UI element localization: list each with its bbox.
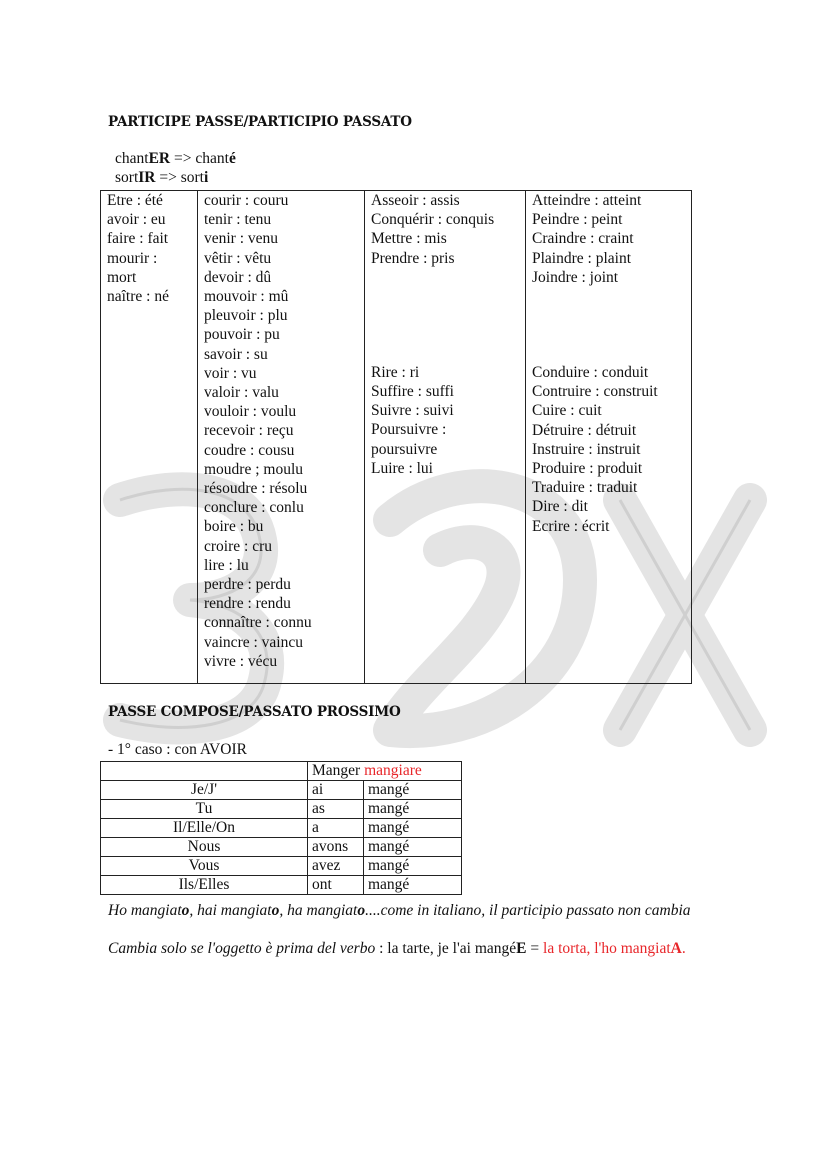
- list-item: pleuvoir : plu: [204, 307, 288, 325]
- note-italian: Ho mangiato, hai mangiato, ha mangiato....come in italiano, il participio passato non cambia: [108, 902, 691, 919]
- list-item: vaincre : vaincu: [204, 633, 303, 651]
- list-item: Dire : dit: [532, 498, 588, 516]
- list-item: mouvoir : mû: [204, 288, 289, 306]
- table-row: [101, 838, 462, 857]
- list-item: Contruire : construit: [532, 383, 658, 401]
- participle-cell: mangé: [364, 838, 462, 857]
- pronoun-cell: Il/Elle/On: [101, 819, 308, 838]
- col-is-i-ending: [365, 191, 526, 684]
- auxiliary-cell: avez: [308, 857, 364, 876]
- participle-cell: mangé: [364, 819, 462, 838]
- list-item: courir : couru: [204, 192, 289, 209]
- table-row: [101, 819, 462, 838]
- list-item: venir : venu: [204, 230, 279, 248]
- list-item: vivre : vécu: [204, 652, 278, 670]
- list-item: coudre : cousu: [204, 441, 295, 459]
- list-item: Prendre : pris: [371, 249, 455, 267]
- list-item: tenir : tenu: [204, 211, 272, 229]
- list-item: avoir : eu: [107, 211, 166, 229]
- list-item: Joindre : joint: [532, 268, 619, 286]
- list-item: voir : vu: [204, 364, 257, 382]
- pronoun-cell: Tu: [101, 800, 308, 819]
- list-item: mort: [107, 268, 137, 286]
- list-item: devoir : dû: [204, 268, 272, 286]
- list-item: boire : bu: [204, 518, 264, 536]
- auxiliary-cell: avons: [308, 838, 364, 857]
- list-item: pouvoir : pu: [204, 326, 280, 344]
- list-item: Mettre : mis: [371, 230, 447, 248]
- list-item: lire : lu: [204, 556, 249, 574]
- col-u-ending: [198, 191, 365, 684]
- section-title-passe-compose: PASSE COMPOSE/PASSATO PROSSIMO: [108, 704, 401, 720]
- list-item: résoudre : résolu: [204, 480, 308, 498]
- list-item: mourir :: [107, 249, 158, 267]
- list-item: Conduire : conduit: [532, 364, 649, 382]
- verb-header: Manger mangiare: [308, 762, 462, 781]
- list-item: Cuire : cuit: [532, 402, 602, 420]
- list-item: croire : cru: [204, 537, 272, 555]
- rule-ir: sortIR => sorti: [115, 169, 209, 186]
- list-item: vouloir : voulu: [204, 403, 297, 421]
- list-item: Atteindre : atteint: [532, 192, 642, 209]
- list-item: moudre ; moulu: [204, 460, 304, 478]
- auxiliary-cell: ont: [308, 876, 364, 895]
- conjugation-table: [100, 761, 462, 895]
- pronoun-cell: Je/J': [101, 781, 308, 800]
- case-label: - 1° caso : con AVOIR: [108, 741, 247, 758]
- list-item: savoir : su: [204, 345, 268, 363]
- table-row: [101, 857, 462, 876]
- auxiliary-cell: a: [308, 819, 364, 838]
- participle-cell: mangé: [364, 857, 462, 876]
- list-item: vêtir : vêtu: [204, 249, 272, 267]
- table-row: [101, 876, 462, 895]
- table-row: [101, 800, 462, 819]
- list-item: Suivre : suivi: [371, 402, 454, 420]
- participle-cell: mangé: [364, 800, 462, 819]
- pronoun-cell: Ils/Elles: [101, 876, 308, 895]
- participle-cell: mangé: [364, 781, 462, 800]
- participle-table: [100, 190, 692, 684]
- auxiliary-cell: as: [308, 800, 364, 819]
- pronoun-cell: Nous: [101, 838, 308, 857]
- list-item: Plaindre : plaint: [532, 249, 632, 267]
- list-item: Conquérir : conquis: [371, 211, 495, 229]
- list-item: Luire : lui: [371, 459, 433, 477]
- table-header-row: [101, 762, 462, 781]
- pronoun-cell: Vous: [101, 857, 308, 876]
- rule-er: chantER => chanté: [115, 150, 236, 167]
- list-item: Asseoir : assis: [371, 192, 460, 209]
- list-item: Etre : été: [107, 192, 163, 209]
- list-item: Craindre : craint: [532, 230, 634, 248]
- list-item: Traduire : traduit: [532, 479, 638, 497]
- list-item: conclure : conlu: [204, 499, 304, 517]
- list-item: Ecrire : écrit: [532, 517, 610, 535]
- col-t-ending: [526, 191, 692, 684]
- note-agreement: Cambia solo se l'oggetto è prima del verbo : la tarte, je l'ai mangéE = la torta, l'ho mangiatA.: [108, 940, 686, 957]
- section-title-participe: PARTICIPE PASSE/PARTICIPIO PASSATO: [108, 114, 412, 130]
- table-row: [101, 781, 462, 800]
- list-item: Produire : produit: [532, 460, 643, 478]
- list-item: naître : né: [107, 288, 169, 306]
- list-item: Peindre : peint: [532, 211, 623, 229]
- list-item: Détruire : détruit: [532, 421, 637, 439]
- auxiliary-cell: ai: [308, 781, 364, 800]
- list-item: faire : fait: [107, 230, 169, 248]
- participle-cell: mangé: [364, 876, 462, 895]
- list-item: poursuivre: [371, 440, 438, 458]
- col-irregular-basic: [101, 191, 198, 684]
- list-item: connaître : connu: [204, 614, 312, 632]
- list-item: Instruire : instruit: [532, 440, 641, 458]
- list-item: Poursuivre :: [371, 421, 447, 439]
- list-item: recevoir : reçu: [204, 422, 294, 440]
- list-item: rendre : rendu: [204, 595, 291, 613]
- list-item: valoir : valu: [204, 384, 279, 402]
- list-item: Rire : ri: [371, 363, 420, 381]
- list-item: perdre : perdu: [204, 576, 291, 594]
- list-item: Suffire : suffi: [371, 383, 454, 401]
